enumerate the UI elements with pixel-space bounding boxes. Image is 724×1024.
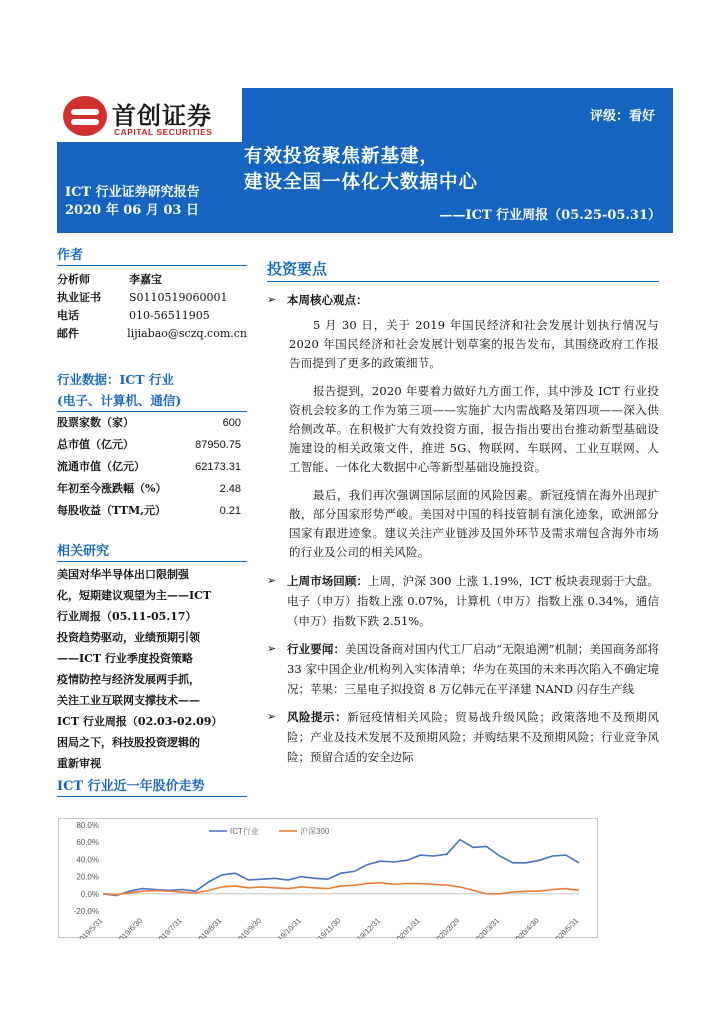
series-line-hs300 [103, 883, 579, 895]
legend-label: 沪深300 [300, 827, 330, 836]
report-kind: ICT 行业证券研究报告 [65, 185, 200, 200]
x-tick-label: 2019/7/31 [153, 916, 184, 939]
title-line-1: 有效投资聚焦新基建， [244, 146, 440, 167]
author-section-title: 作者 [57, 244, 247, 266]
market-review-bullet: ➢ 上周市场回顾：上周，沪深 300 上涨 1.19%，ICT 板块表现弱于大盘。电子（申万）指数上涨 0.07%，计算机（申万）指数上涨 0.34%，通信（申万）指数下跌 2.51%。 [267, 571, 659, 631]
y-tick-label: -20.0% [73, 907, 99, 916]
bullet-arrow-icon: ➢ [267, 574, 277, 587]
author-row: 执业证书 S0110519060001 [57, 291, 228, 304]
author-email-link[interactable]: lijiabao@sczq.com.cn [127, 327, 247, 340]
x-tick-label: 2019/10/31 [269, 916, 303, 939]
report-date: 2020 年 06 月 03 日 [65, 203, 199, 218]
bullet-arrow-icon: ➢ [267, 293, 277, 306]
x-tick-label: 2020/1/31 [391, 916, 422, 939]
x-tick-label: 2019/5/31 [74, 916, 105, 939]
risk-warning-bullet: ➢ 风险提示：新冠疫情相关风险；贸易战升级风险；政策落地不及预期风险；产业及技术发展不及预期风险；并购结果不及预期风险；行业竞争风险；预留合适的安全边际 [267, 707, 659, 767]
author-row: 电话 010-56511905 [57, 309, 210, 322]
bullet-arrow-icon: ➢ [267, 710, 277, 723]
report-title [244, 144, 478, 196]
x-tick-label: 2019/6/30 [114, 916, 145, 939]
bullet-arrow-icon: ➢ [267, 642, 277, 655]
y-tick-label: 80.0% [76, 821, 99, 830]
series-line-ict [103, 840, 579, 896]
paragraph: 5 月 30 日，关于 2019 年国民经济和社会发展计划执行情况与 2020 年国民经济和社会发展计划草案的报告发布，其围绕政府工作报告而提到了更多的政策细节。 [289, 318, 659, 370]
report-header [57, 88, 673, 233]
y-tick-label: 40.0% [76, 855, 99, 865]
stat-row: 每股收益（TTM,元） 0.21 [57, 504, 241, 517]
y-tick-label: 0.0% [80, 889, 99, 899]
y-tick-label: 60.0% [76, 838, 99, 848]
paragraph: 报告提到，2020 年要着力做好九方面工作，其中涉及 ICT 行业投资机会较多的工作为第三项——实施扩大内需战略及第四项——深入供给侧改革。在积极扩大有效投资方面，报告指出要出台推动新型基础设施建设的相关政策文件，推进 5G、物联网、车联网、工业互联网、人工智能、一体化大数据中心等新型基础设施投资。 [289, 384, 659, 474]
legend-label: ICT行业 [230, 827, 259, 836]
main-content [267, 258, 659, 767]
stock-trend-chart [58, 818, 598, 938]
x-tick-label: 2019/12/31 [349, 916, 383, 939]
x-tick-label: 2020/5/31 [550, 916, 581, 939]
logo-chinese-name: 首创证券 [112, 102, 212, 130]
company-logo [57, 88, 242, 142]
paragraph: 最后，我们再次强调国际层面的风险因素。新冠疫情在海外出现扩散，部分国家形势严峻。美国对中国的科技管制有演化迹象，欧洲部分国家有跟进迹象。建议关注产业链涉及国外环节及需求端包含海外市场的行业及公司的相关风险。 [289, 488, 659, 559]
investment-section-title: 投资要点 [267, 258, 659, 282]
chart-section-title: ICT 行业近一年股价走势 [57, 775, 247, 797]
x-tick-label: 2020/3/31 [471, 916, 502, 939]
logo-mark-icon [63, 96, 107, 136]
stat-row: 流通市值（亿元） 62173.31 [57, 460, 241, 473]
author-row: 邮件 lijiabao@sczq.com.cn [57, 325, 247, 343]
related-research-list[interactable]: 美国对华半导体出口限制强 化，短期建议观望为主——ICT 行业周报（05.11-05.17） 投资趋势驱动，业绩预期引领 ——ICT 行业季度投资策略 疫情防控与经济发展两手抓， 关注工业互联网支撑技术—— ICT 行业周报（02.03-02.09） 困局之下，科技股投资逻辑的 重新审视 [57, 568, 223, 770]
industry-data-title: 行业数据：ICT 行业 [57, 372, 174, 387]
sidebar [57, 244, 247, 774]
industry-news-bullet: ➢ 行业要闻：美国设备商对国内代工厂启动“无限追溯”机制；美国商务部将 33 家中国企业/机构列入实体清单；华为在英国的未来再次陷入不确定境况；苹果：三星电子拟投资 8 万亿韩元在平泽建 NAND 闪存生产线 [267, 639, 659, 699]
related-research-title: 相关研究 [57, 540, 247, 562]
rating-label: 评级：看好 [589, 109, 655, 124]
author-info [57, 271, 247, 343]
x-tick-label: 2019/9/30 [233, 916, 264, 939]
stat-row: 年初至今涨跌幅（%） 2.48 [57, 482, 241, 495]
x-tick-label: 2019/8/31 [193, 916, 224, 939]
x-tick-label: 2020/4/30 [510, 916, 541, 939]
x-tick-label: 2019/11/30 [309, 916, 343, 939]
stat-row: 总市值（亿元） 87950.75 [57, 438, 241, 451]
x-tick-label: 2020/2/29 [431, 916, 462, 939]
weekly-subtitle: ——ICT 行业周报（05.25-05.31） [439, 208, 661, 223]
author-row: 分析师 李嘉宝 [57, 273, 162, 286]
logo-english-name: CAPITAL SECURITIES [114, 127, 213, 137]
y-tick-label: 20.0% [76, 872, 99, 882]
stat-row: 股票家数（家） 600 [57, 416, 241, 429]
core-view-bullet: ➢ 本周核心观点： [267, 290, 659, 310]
industry-data-subtitle: (电子、计算机、通信) [57, 393, 182, 408]
report-meta [65, 184, 200, 220]
title-line-2: 建设全国一体化大数据中心 [244, 172, 479, 193]
chart-svg [59, 819, 599, 939]
